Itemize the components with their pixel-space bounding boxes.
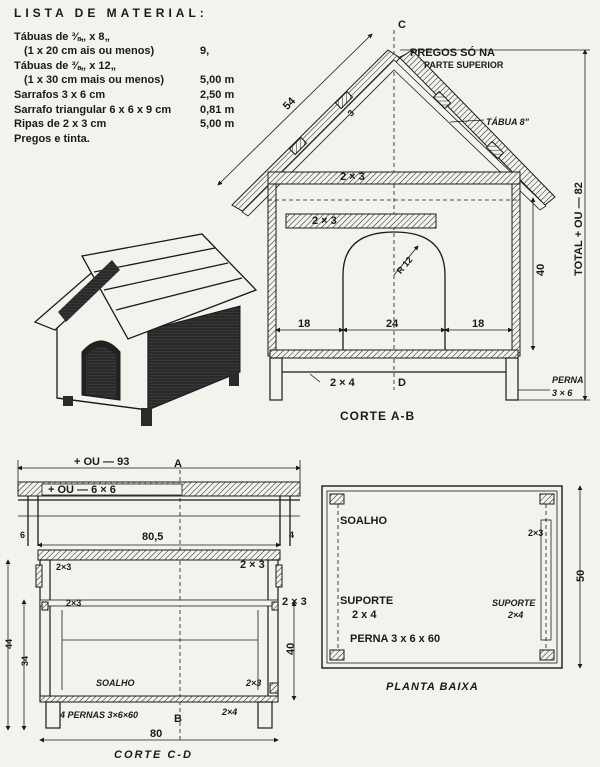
material-label: Sarrafos 3 x 6 cm — [14, 88, 106, 101]
plan-support-right-dim: 2×4 — [508, 610, 524, 620]
nails-note-1: PREGOS SÓ NA — [410, 47, 495, 59]
section-c-d — [4, 456, 307, 761]
width-80: 80 — [150, 728, 163, 740]
material-list-title: LISTA DE MATERIAL: — [14, 6, 208, 20]
width-right: 18 — [472, 318, 485, 330]
dim-6: 6 — [20, 530, 26, 540]
leg-label-1: PERNA — [552, 375, 584, 385]
height-label: 40 — [535, 263, 547, 276]
material-qty: 9, — [200, 45, 210, 58]
material-qty: 2,50 m — [200, 88, 235, 101]
dim-4: 4 — [289, 530, 295, 540]
arch-radius-label: R 12 — [394, 254, 415, 276]
board-label: TÁBUA 8" — [486, 117, 529, 127]
height-44: 44 — [4, 638, 14, 649]
material-qty: 5,00 m — [200, 74, 235, 87]
side-beam-label: 2 × 3 — [282, 596, 307, 608]
floor-right-label: 2×3 — [246, 678, 262, 688]
section-a-b-title: CORTE A-B — [340, 409, 416, 423]
plan-support-left-dim: 2 x 4 — [352, 609, 377, 621]
roof-thickness-label: 3 — [345, 107, 357, 119]
total-height-label: TOTAL + OU — 82 — [573, 182, 585, 276]
material-label: Sarrafo triangular 6 x 6 x 9 cm — [14, 103, 172, 116]
doghouse-illustration — [35, 234, 256, 426]
plan-floor-label: SOALHO — [340, 515, 388, 527]
width-left: 18 — [298, 318, 311, 330]
beam-mid-label: 2 × 3 — [312, 215, 337, 227]
plan-depth-label: 50 — [575, 569, 587, 582]
rafter-right-label: 2 × 3 — [240, 559, 265, 571]
material-label: Ripas de 2 x 3 cm — [14, 118, 107, 131]
brace-left-label: 2×3 — [66, 598, 82, 608]
inner-width-label: 80,5 — [142, 531, 164, 543]
material-label: Pregos e tinta. — [14, 132, 90, 145]
plan-support-left: SUPORTE — [340, 595, 394, 607]
roof-length-label: 54 — [280, 95, 299, 113]
marker-c: C — [398, 19, 406, 31]
material-qty: 0,81 m — [200, 103, 235, 116]
plan-support-right: SUPORTE — [492, 598, 536, 608]
marker-a: A — [174, 458, 182, 470]
floor-label: SOALHO — [96, 678, 135, 688]
material-label: (1 x 30 cm mais ou menos) — [24, 74, 164, 87]
section-c-d-title: CORTE C-D — [114, 749, 193, 761]
ridge-label: + OU — 6 × 6 — [48, 484, 116, 496]
material-label: Tábuas de ⅜„ x 8„ — [14, 30, 110, 43]
material-qty: 5,00 m — [200, 118, 235, 131]
legs-label: 4 PERNAS 3×6×60 — [60, 710, 139, 720]
plan-title: PLANTA BAIXA — [386, 681, 479, 693]
overall-width-label: + OU — 93 — [74, 456, 130, 468]
material-label: (1 x 20 cm ais ou menos) — [24, 45, 155, 58]
plan-side-label: 2×3 — [528, 528, 544, 538]
leg-label-2: 3 × 6 — [552, 388, 573, 398]
nails-note-2: PARTE SUPERIOR — [424, 60, 504, 70]
width-mid: 24 — [386, 318, 399, 330]
height-40: 40 — [285, 642, 297, 655]
plan-leg-label: PERNA 3 x 6 x 60 — [350, 633, 441, 645]
marker-d: D — [398, 377, 406, 389]
foot-label: 2×4 — [222, 707, 238, 717]
marker-b: B — [174, 713, 182, 725]
material-label: Tábuas de ⅜„ x 12„ — [14, 59, 117, 72]
height-34: 34 — [20, 655, 30, 666]
section-a-b — [218, 19, 590, 423]
floor-beam-label: 2 × 4 — [330, 377, 355, 389]
floor-plan — [322, 486, 587, 693]
rafter-left-label: 2×3 — [56, 562, 72, 572]
beam-top-label: 2 × 3 — [340, 171, 365, 183]
